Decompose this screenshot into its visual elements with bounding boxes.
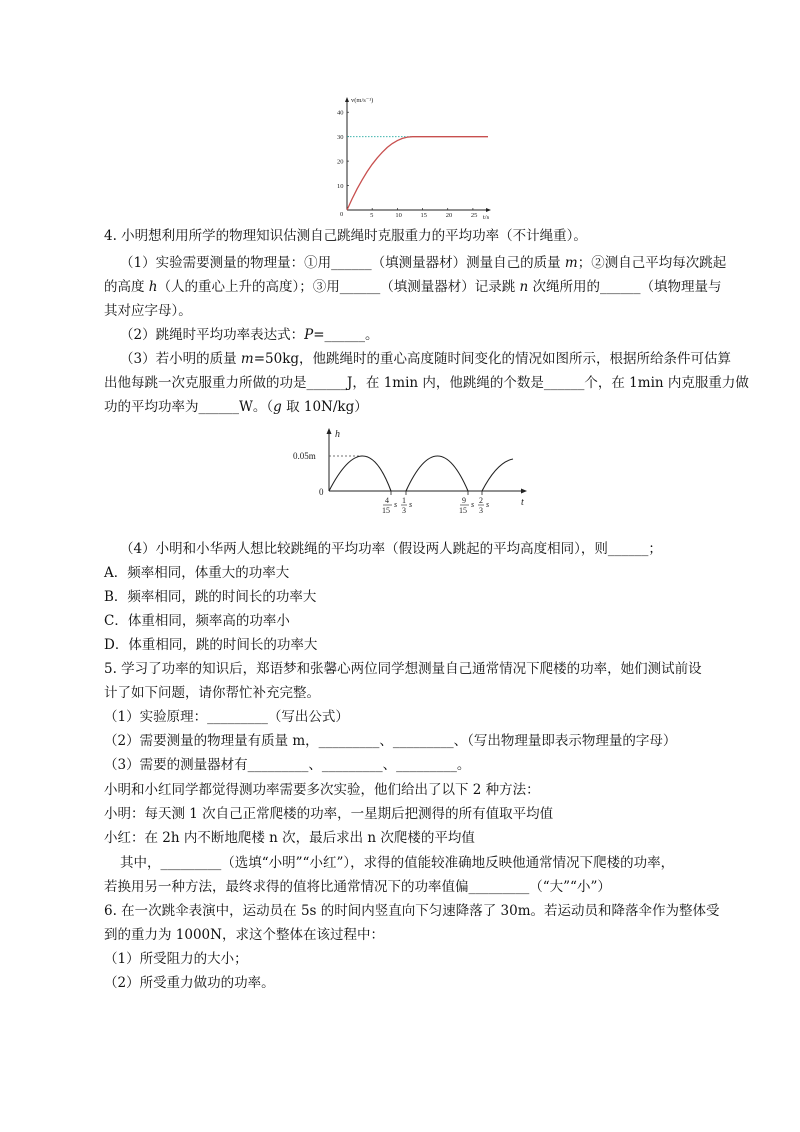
chart1-x-tick-label: 5 [370,212,374,219]
chart2-tick-label-4-15s: 4 [385,496,389,505]
chart2-tick-label-1-3s-den: 3 [402,506,406,515]
chart2-y-label: h [335,429,340,440]
chart2-x-arrow [521,489,527,494]
chart2-tick-label-1-3s: 1 [402,496,406,505]
chart2-y-arrow [327,428,332,434]
q4-title: 4. 小明想利用所学的物理知识估测自己跳绳时克服重力的平均功率（不计绳重）。 [104,228,587,244]
q4-part3-line2: 出他每跳一次克服重力所做的功是______J，在 1min 内，他跳绳的个数是______个，在 1min 内克服重力做 [104,375,749,391]
chart1-origin-label: 0 [340,211,344,218]
q5-part2: （2）需要测量的物理量有质量 m，_________、_________、（写出物理量即表示物理量的字母） [104,733,677,749]
q4-part2: （2）跳绳时平均功率表达式：P=______。 [120,327,379,343]
q5-part1: （1）实验原理：_________（写出公式） [104,709,349,725]
chart2-tick-label-9-15s: 9 [462,496,466,505]
chart1-y-tick-label: 40 [337,109,344,117]
chart1-x-label: t/s [483,214,490,220]
chart2-origin-label: 0 [319,487,324,497]
q5-question-line2: 若换用另一种方法，最终求得的值将比通常情况下的功率值偏_________（“大”“小”） [104,879,611,895]
q5-title: 5. 学习了功率的知识后，郑语梦和张馨心两位同学想测量自己通常情况下爬楼的功率，她们测试前设 [104,661,702,677]
option-a: A．频率相同，体重大的功率大 [104,565,290,581]
chart1-x-tick-label: 25 [470,212,478,219]
q4-part3-line3: 功的平均功率为______W。（g 取 10N/kg） [104,399,368,415]
chart2-x-label: t [521,497,524,508]
chart2-y-tick-label: 0.05m [293,451,316,461]
chart1-x-tick-label: 15 [420,212,428,219]
q4-part1-line1: （1）实验需要测量的物理量：①用______（填测量器材）测量自己的质量 m；②测自己平均每次跳起 [120,255,727,271]
option-d: D．体重相同，跳的时间长的功率大 [104,637,318,653]
q5-xiaoming: 小明：每天测 1 次自己正常爬楼的功率，一星期后把测得的所有值取平均值 [104,806,554,822]
chart2-tick-label-2-3s: 2 [479,496,483,505]
option-c: C．体重相同，频率高的功率小 [104,613,290,629]
chart2-series-line [329,456,513,491]
chart2-tick-label-s1: s [394,500,398,509]
q4-part3-line1: （3）若小明的质量 m=50kg，他跳绳时的重心高度随时间变化的情况如图所示，根据所给条件可估算 [120,351,732,367]
velocity-time-chart [330,92,500,220]
chart1-x-tick-label: 10 [395,212,402,219]
chart2-tick-label-2-3s-den: 3 [479,506,483,515]
chart2-tick-label-s4: s [486,500,490,509]
q5-part3: （3）需要的测量器材有_________、_________、_________。 [104,757,471,773]
chart1-y-arrow [345,97,349,102]
chart1-y-label: v(m/s⁻¹) [351,97,374,104]
q4-part1-line3: 其对应字母）。 [104,303,192,319]
chart1-y-tick-label: 20 [337,158,344,166]
q6-part1: （1）所受阻力的大小； [104,951,248,967]
option-b: B．频率相同，跳的时间长的功率大 [104,589,317,605]
height-time-chart [285,425,530,515]
chart1-y-tick-label: 30 [337,134,344,142]
chart2-tick-label-s2: s [409,500,413,509]
chart2-tick-label-4-15s-den: 15 [382,506,390,515]
q6-part2: （2）所受重力做功的功率。 [104,975,275,991]
q6-title: 6. 在一次跳伞表演中，运动员在 5s 的时间内竖直向下匀速降落了 30m。若运动员和降落伞作为整体受 [104,903,720,919]
q5-methods-intro: 小明和小红同学都觉得测功率需要多次实验，他们给出了以下 2 种方法： [104,782,540,798]
q5-question-line1: 其中，_________（选填“小明”“小红”），求得的值能较准确地反映他通常情况下爬楼的功率， [120,855,675,871]
q5-title-cont: 计了如下问题，请你帮忙补充完整。 [104,685,320,701]
chart1-series-line [347,137,488,210]
q4-part1-line2: 的高度 h（人的重心上升的高度）；③用______（填测量器材）记录跳 n 次绳所用的______（填物理量与 [104,279,722,295]
chart1-y-tick-label: 10 [337,183,344,191]
q6-title-cont: 到的重力为 1000N，求这个整体在该过程中： [104,927,384,943]
chart1-x-tick-label: 20 [445,212,453,219]
chart2-tick-label-9-15s-den: 15 [459,506,467,515]
q4-part4: （4）小明和小华两人想比较跳绳的平均功率（假设两人跳起的平均高度相同），则______； [120,541,662,557]
chart2-tick-label-s3: s [471,500,475,509]
chart1-x-arrow [486,208,491,212]
q5-xiaohong: 小红：在 2h 内不断地爬楼 n 次，最后求出 n 次爬楼的平均值 [104,830,475,846]
